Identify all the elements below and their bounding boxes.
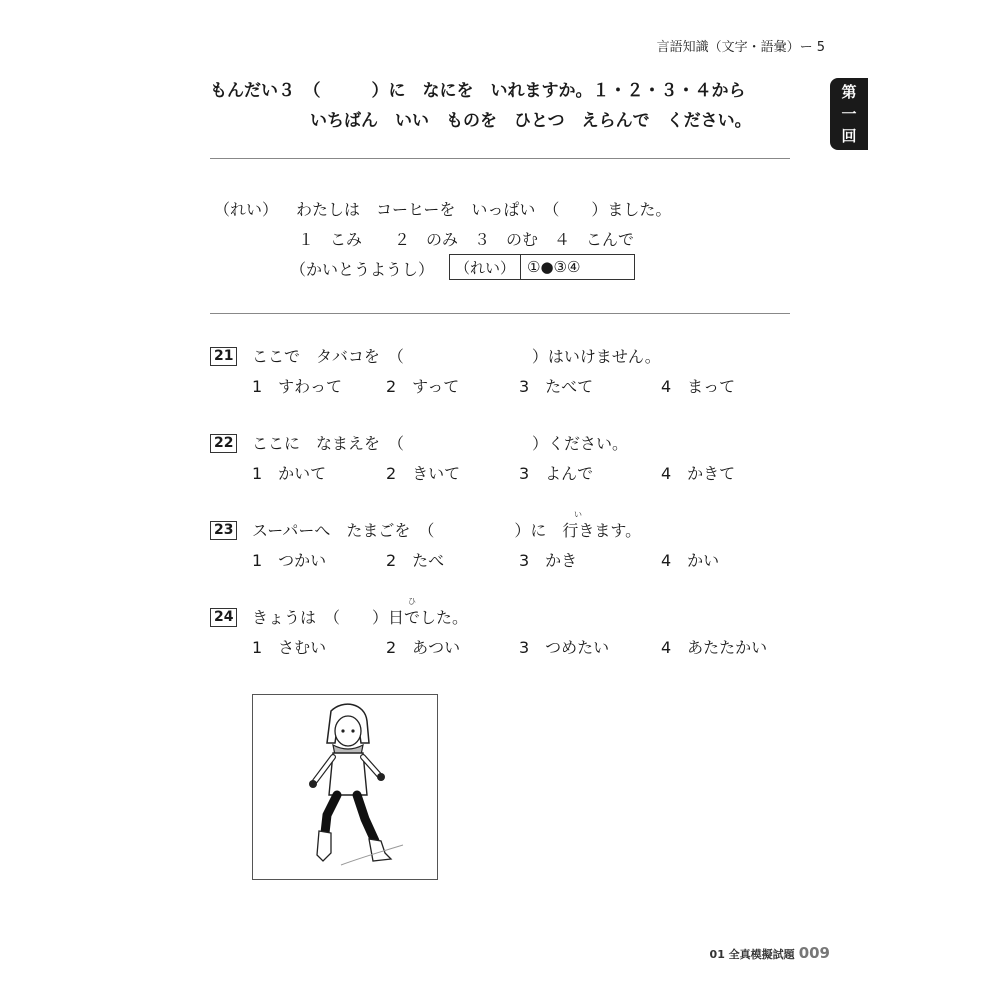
girl-walking-illustration xyxy=(253,695,437,879)
instruction-line-2: いちばん いい ものを ひとつ えらんで ください。 xyxy=(310,111,752,131)
round-tab-char: 回 xyxy=(841,127,857,145)
question-21-sentence: ここで タバコを （ ）はいけません。 xyxy=(252,347,661,366)
question-23-option-3[interactable]: 3 かき xyxy=(519,551,578,570)
question-22-option-1[interactable]: 1 かいて xyxy=(252,464,327,483)
question-22-option-2[interactable]: 2 きいて xyxy=(386,464,461,483)
question-22-option-3[interactable]: 3 よんで xyxy=(519,464,594,483)
answer-box-value: ①●③④ xyxy=(527,258,581,276)
question-number xyxy=(210,606,237,627)
question-22-number: 22 xyxy=(210,434,237,453)
question-23-option-2[interactable]: 2 たべ xyxy=(386,551,445,570)
question-24-option-2[interactable]: 2 あつい xyxy=(386,638,461,657)
question-21-option-4[interactable]: 4 まって xyxy=(661,377,736,396)
question-21-option-2[interactable]: 2 すって xyxy=(386,377,460,396)
question-22-option-4[interactable]: 4 かきて xyxy=(661,464,736,483)
instruction-line-1: もんだい３ （ ）に なにを いれますか。１・２・３・４から xyxy=(210,81,746,101)
question-24-option-1[interactable]: 1 さむい xyxy=(252,638,327,657)
question-24-option-3[interactable]: 3 つめたい xyxy=(519,638,610,657)
question-23-sentence: スーパーへ たまごを （ ）に 行きます。 xyxy=(252,521,642,540)
example-label: （れい） xyxy=(214,200,279,219)
divider xyxy=(210,313,790,314)
question-24-sentence: きょうは （ ）日でした。 xyxy=(252,608,469,627)
question-23-number: 23 xyxy=(210,521,237,540)
question-23-ruby: い xyxy=(574,510,582,519)
example-sentence: わたしは コーヒーを いっぱい （ ）ました。 xyxy=(296,200,672,219)
question-21-option-1[interactable]: 1 すわって xyxy=(252,377,343,396)
question-24-number: 24 xyxy=(210,608,237,627)
page-footer xyxy=(710,944,830,962)
example-answer-box xyxy=(449,254,635,280)
section-header: 言語知識（文字・語彙）ー 5 xyxy=(656,40,825,55)
divider xyxy=(210,158,790,159)
answer-box-label: （れい） xyxy=(450,255,521,279)
footer-series: 01 全真模擬試題 xyxy=(709,948,795,961)
answer-sheet-label: （かいとうようし） xyxy=(290,260,435,279)
round-tab xyxy=(830,78,868,150)
question-21-number: 21 xyxy=(210,347,237,366)
round-tab-char: 一 xyxy=(841,105,857,123)
question-24-option-4[interactable]: 4 あたたかい xyxy=(661,638,768,657)
question-number xyxy=(210,432,237,453)
question-24-ruby: ひ xyxy=(408,597,416,606)
question-23-option-1[interactable]: 1 つかい xyxy=(252,551,327,570)
example-options: １ こみ ２ のみ ３ のむ ４ こんで xyxy=(298,230,635,249)
question-number xyxy=(210,519,237,540)
question-number xyxy=(210,345,237,366)
question-21-option-3[interactable]: 3 たべて xyxy=(519,377,594,396)
illustration-girl-walking xyxy=(252,694,438,880)
question-23-option-4[interactable]: 4 かい xyxy=(661,551,720,570)
question-22-sentence: ここに なまえを （ ）ください。 xyxy=(252,434,629,453)
page-number: 009 xyxy=(798,944,830,962)
round-tab-char: 第 xyxy=(841,83,857,101)
